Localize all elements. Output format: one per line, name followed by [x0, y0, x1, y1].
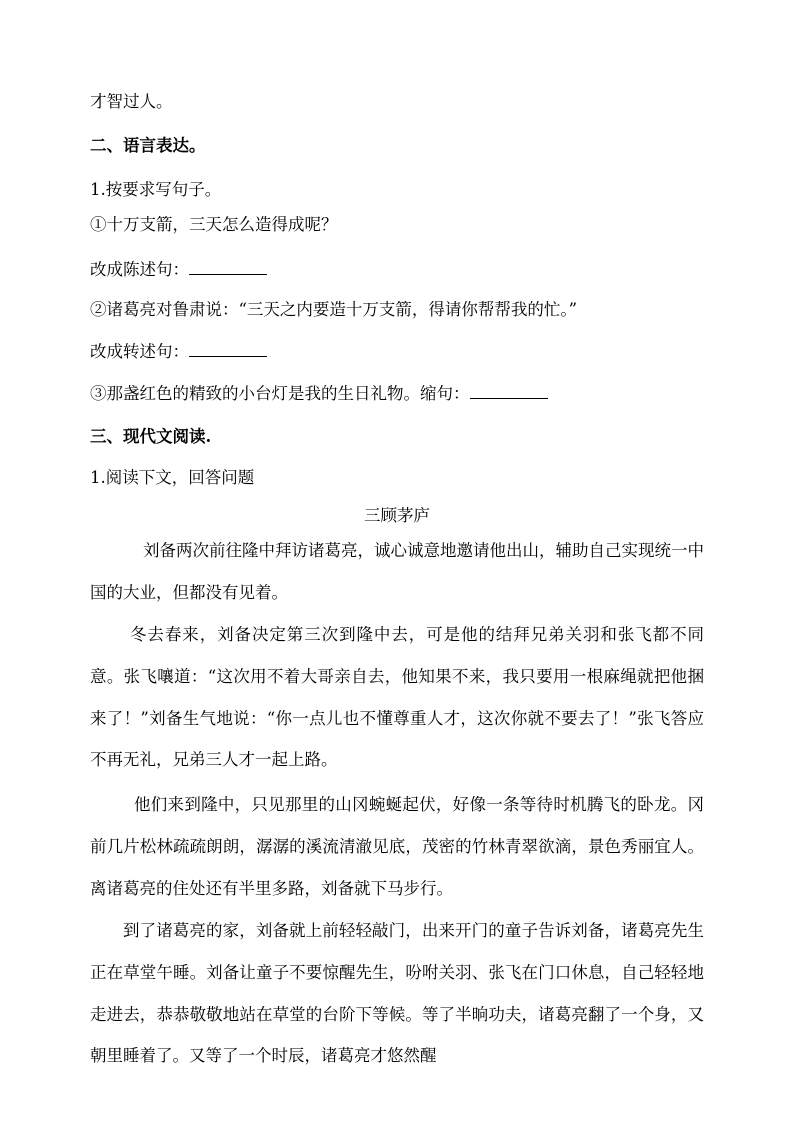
article-paragraph — [90, 530, 704, 614]
article-paragraph — [90, 784, 704, 909]
sentence-1: ①十万支箭，三天怎么造得成呢？ — [90, 215, 338, 234]
answer-line-1 — [90, 256, 267, 280]
answer-label: 改成转述句： — [90, 342, 189, 361]
sentence-3-text: ③那盏红色的精致的小台灯是我的生日礼物。缩句： — [90, 384, 470, 403]
answer-line-2 — [90, 338, 267, 362]
text-line: 才智过人。 — [90, 92, 173, 111]
question-2-instruction: 1.阅读下文，回答问题 — [90, 468, 255, 487]
answer-label: 改成陈述句： — [90, 260, 189, 279]
answer-blank[interactable] — [470, 384, 548, 399]
article-title: 三顾茅庐 — [364, 506, 430, 525]
article-paragraph — [90, 614, 704, 781]
paragraph-text: 刘备两次前往隆中拜访诸葛亮，诚心诚意地邀请他出山，辅助自己实现统一中国的大业，但都没有见着。 — [90, 541, 704, 602]
paragraph-text: 他们来到隆中，只见那里的山冈蜿蜒起伏，好像一条等待时机腾飞的卧龙。冈前几片松林疏疏朗朗，潺潺的溪流清澈见底，茂密的竹林青翠欲滴，景色秀丽宜人。离诸葛亮的住处还有半里多路，刘备就下马步行。 — [90, 795, 704, 898]
section-heading-reading: 三、现代文阅读. — [90, 427, 212, 446]
paragraph-text: 到了诸葛亮的家，刘备就上前轻轻敲门，出来开门的童子告诉刘备，诸葛亮先生正在草堂午睡。刘备让童子不要惊醒先生，吩咐关羽、张飞在门口休息，自己轻轻地走进去，恭恭敬敬地站在草堂的台阶下等候。等了半晌功夫，诸葛亮翻了一个身，又朝里睡着了。又等了一个时辰，诸葛亮才悠然醒 — [90, 921, 704, 1066]
article-paragraph — [90, 910, 704, 1077]
answer-blank[interactable] — [189, 342, 267, 357]
sentence-3 — [90, 380, 548, 404]
answer-blank[interactable] — [189, 260, 267, 275]
sentence-2: ②诸葛亮对鲁肃说：“三天之内要造十万支箭，得请你帮帮我的忙。” — [90, 300, 578, 319]
question-1-instruction: 1.按要求写句子。 — [90, 180, 222, 199]
section-heading-language: 二、语言表达。 — [90, 136, 206, 155]
paragraph-text: 冬去春来，刘备决定第三次到隆中去，可是他的结拜兄弟关羽和张飞都不同意。张飞嚷道：“这次用不着大哥亲自去，他知果不来，我只要用一根麻绳就把他捆来了！”刘备生气地说：“你一点儿也不懂尊重人才，这次你就不要去了！”张飞答应不再无礼，兄弟三人才一起上路。 — [90, 625, 704, 770]
